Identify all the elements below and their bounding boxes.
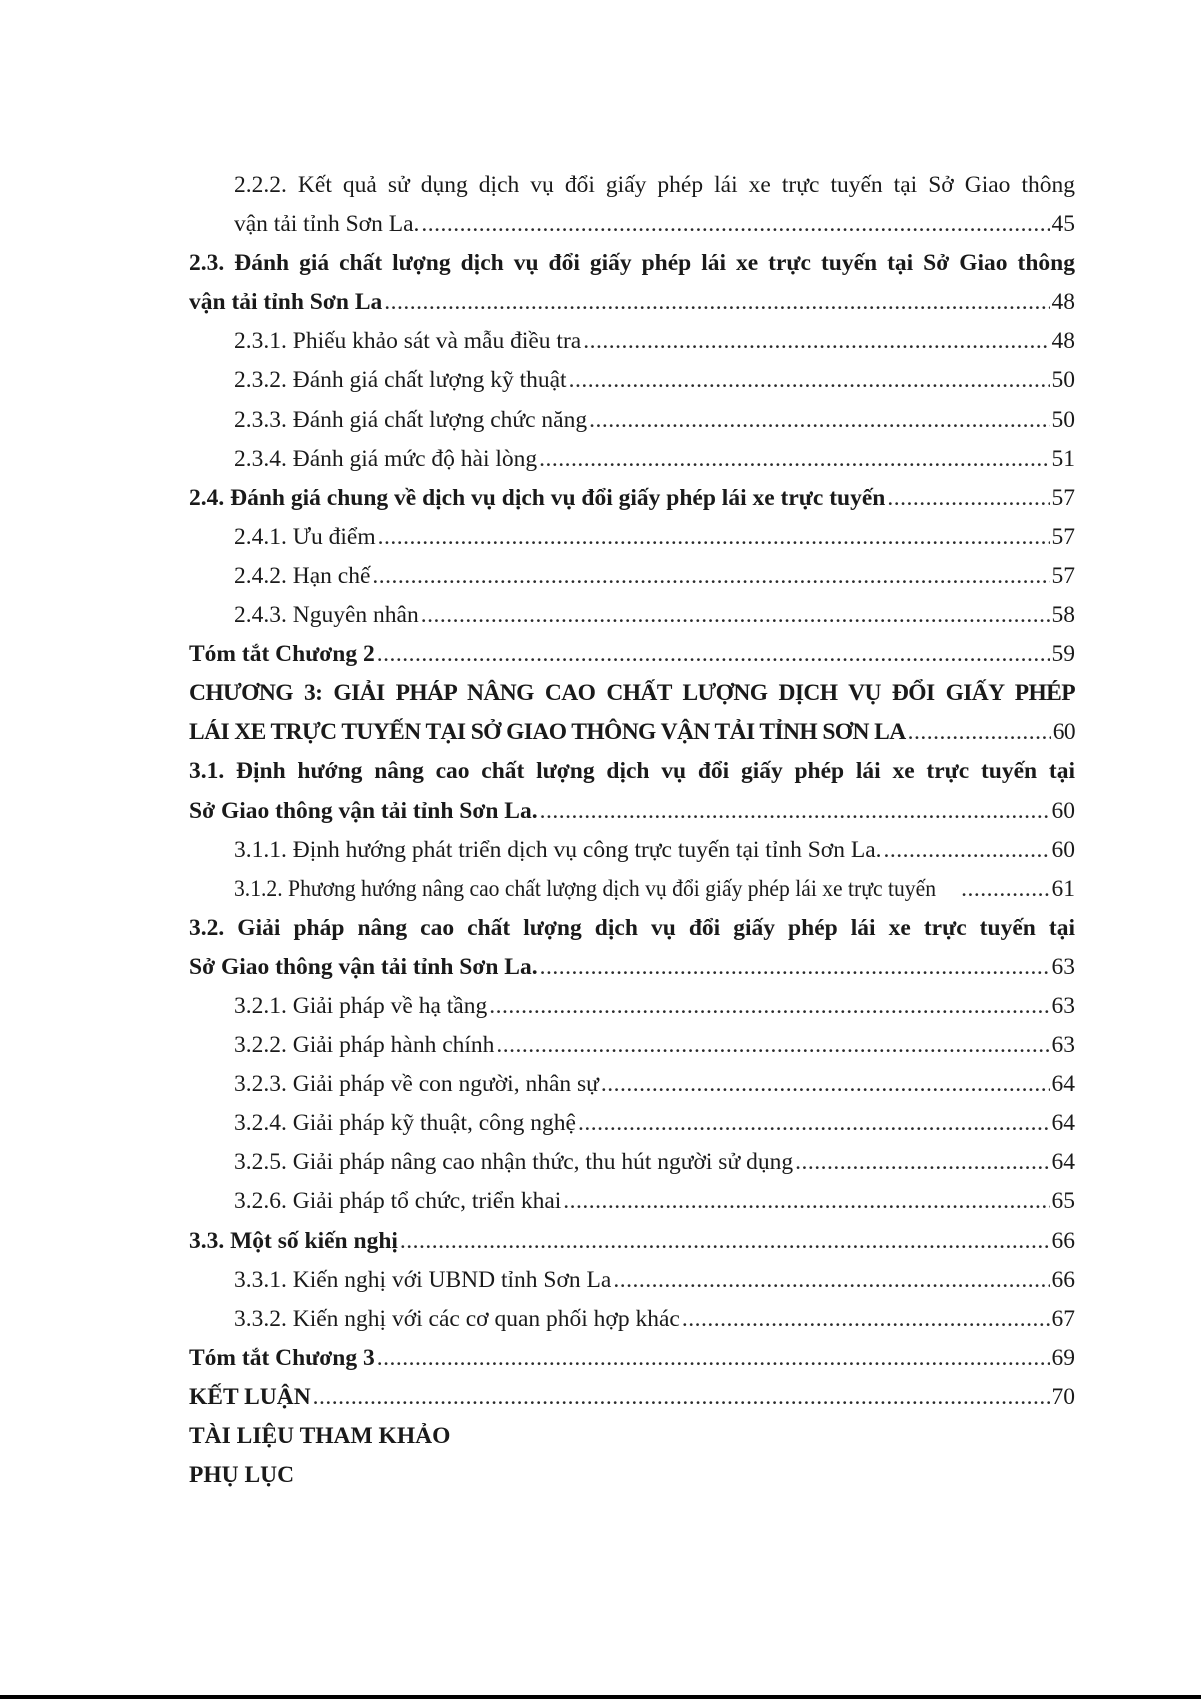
toc-entry-chapter-2-summary[interactable]: [189, 635, 1075, 674]
dot-leader: [908, 713, 1051, 752]
toc-entry-3-1-2[interactable]: [189, 870, 1075, 909]
dot-leader: [569, 361, 1050, 400]
dot-leader: [421, 205, 1049, 244]
toc-page-number: 51: [1051, 445, 1075, 472]
toc-entry-2-4-2[interactable]: [189, 557, 1075, 596]
toc-entry-chapter-3[interactable]: [189, 674, 1075, 752]
toc-page-number: 65: [1051, 1188, 1075, 1215]
dot-leader: [384, 283, 1049, 322]
toc-entry-title: 3.2.4. Giải pháp kỹ thuật, công nghệ: [234, 1110, 576, 1137]
toc-entry-3-1-1[interactable]: [189, 831, 1075, 870]
dot-leader: [372, 557, 1049, 596]
toc-entry-title: TÀI LIỆU THAM KHẢO: [189, 1423, 451, 1449]
toc-entry-title: 3.2.2. Giải pháp hành chính: [234, 1032, 495, 1059]
toc-page-number: 60: [1052, 719, 1075, 746]
toc-entry-3-2-6[interactable]: [189, 1182, 1075, 1221]
dot-leader: [313, 1378, 1050, 1417]
toc-entry-title: Tóm tắt Chương 3: [189, 1344, 375, 1371]
toc-entry-title: 3.2.1. Giải pháp về hạ tầng: [234, 992, 488, 1019]
toc-entry-title: 2.3.2. Đánh giá chất lượng kỹ thuật: [234, 367, 567, 394]
toc-entry-3-2-4[interactable]: [189, 1104, 1075, 1143]
toc-entry-title-line2: Sở Giao thông vận tải tỉnh Sơn La.: [189, 797, 538, 824]
toc-entry-title: Tóm tắt Chương 2: [189, 641, 375, 668]
toc-entry-2-3-4[interactable]: [189, 440, 1075, 479]
toc-entry-title: 2.3.4. Đánh giá mức độ hài lòng: [234, 445, 538, 472]
toc-entry-title: 2.3.1. Phiếu khảo sát và mẫu điều tra: [234, 328, 582, 355]
dot-leader: [583, 322, 1049, 361]
toc-entry-title: 3.1.1. Định hướng phát triển dịch vụ công trực tuyến tại tỉnh Sơn La.: [234, 836, 882, 863]
toc-page-number: 63: [1051, 1032, 1075, 1059]
toc-entry-title-line1: 2.2.2. Kết quả sử dụng dịch vụ đổi giấy phép lái xe trực tuyến tại Sở Giao thông: [234, 172, 1075, 198]
toc-entry-title-line1: 3.2. Giải pháp nâng cao chất lượng dịch vụ đổi giấy phép lái xe trực tuyến tại: [189, 914, 1075, 941]
toc-entry-title: 3.2.5. Giải pháp nâng cao nhận thức, thu hút người sử dụng: [234, 1149, 794, 1176]
toc-entry-2-4-1[interactable]: [189, 518, 1075, 557]
table-of-contents: [189, 166, 1075, 1495]
toc-page-number: 61: [1051, 875, 1075, 902]
dot-leader: [400, 1222, 1050, 1261]
toc-entry-3-3-1[interactable]: [189, 1261, 1075, 1300]
dot-leader: [496, 1026, 1049, 1065]
toc-entry-conclusion[interactable]: [189, 1378, 1075, 1417]
toc-entry-title: 2.4.2. Hạn chế: [234, 562, 371, 589]
page-bottom-border: [0, 1695, 1201, 1699]
toc-page-number: 69: [1051, 1344, 1075, 1371]
dot-leader: [884, 831, 1050, 870]
dot-leader: [489, 987, 1049, 1026]
dot-leader: [578, 1104, 1050, 1143]
dot-leader: [377, 635, 1050, 674]
toc-entry-title-line1: 2.3. Đánh giá chất lượng dịch vụ đổi giấy phép lái xe trực tuyến tại Sở Giao thông: [189, 250, 1075, 277]
toc-entry-2-4[interactable]: [189, 479, 1075, 518]
dot-leader: [961, 870, 1049, 909]
toc-entry-title-line2: vận tải tỉnh Sơn La: [189, 289, 383, 316]
toc-page-number: 57: [1051, 484, 1075, 511]
toc-entry-2-3-1[interactable]: [189, 322, 1075, 361]
dot-leader: [540, 948, 1050, 987]
toc-page-number: 64: [1051, 1149, 1075, 1176]
dot-leader: [539, 440, 1049, 479]
dot-leader: [378, 518, 1050, 557]
toc-page-number: 50: [1051, 367, 1075, 394]
toc-entry-title-line2: Sở Giao thông vận tải tỉnh Sơn La.: [189, 953, 538, 980]
toc-entry-3-3[interactable]: [189, 1222, 1075, 1261]
toc-entry-3-3-2[interactable]: [189, 1300, 1075, 1339]
toc-page-number: 58: [1051, 602, 1075, 629]
toc-entry-3-2-2[interactable]: [189, 1026, 1075, 1065]
dot-leader: [601, 1065, 1050, 1104]
toc-entry-title: 2.4. Đánh giá chung về dịch vụ dịch vụ đổi giấy phép lái xe trực tuyến: [189, 484, 886, 511]
dot-leader: [589, 401, 1049, 440]
toc-page-number: 48: [1051, 289, 1075, 316]
toc-page-number: 66: [1051, 1266, 1075, 1293]
toc-page-number: 63: [1051, 953, 1075, 980]
toc-entry-title-line1: 3.1. Định hướng nâng cao chất lượng dịch vụ đổi giấy phép lái xe trực tuyến tại: [189, 758, 1075, 785]
toc-page-number: 45: [1051, 211, 1075, 238]
toc-entry-title: 2.4.1. Ưu điểm: [234, 523, 376, 550]
toc-page-number: 57: [1051, 523, 1075, 550]
toc-entry-3-2-5[interactable]: [189, 1143, 1075, 1182]
toc-entry-title: 3.1.2. Phương hướng nâng cao chất lượng dịch vụ đổi giấy phép lái xe trực tuyến: [234, 875, 937, 902]
toc-entry-title-line2: LÁI XE TRỰC TUYẾN TẠI SỞ GIAO THÔNG VẬN TẢI TỈNH SƠN LA: [189, 719, 906, 746]
toc-entry-title-line2: vận tải tỉnh Sơn La.: [234, 211, 420, 238]
dot-leader: [887, 479, 1049, 518]
toc-entry-title: 3.2.6. Giải pháp tổ chức, triển khai: [234, 1188, 562, 1215]
toc-entry-title: 2.3.3. Đánh giá chất lượng chức năng: [234, 406, 588, 433]
toc-entry-2-4-3[interactable]: [189, 596, 1075, 635]
toc-page-number: 59: [1051, 641, 1075, 668]
toc-entry-references[interactable]: [189, 1417, 1075, 1456]
toc-page-number: 64: [1051, 1110, 1075, 1137]
toc-page-number: 60: [1051, 836, 1075, 863]
toc-entry-appendix[interactable]: [189, 1456, 1075, 1495]
toc-page-number: 63: [1051, 992, 1075, 1019]
dot-leader: [682, 1300, 1050, 1339]
toc-entry-3-2-1[interactable]: [189, 987, 1075, 1026]
toc-entry-title: 2.4.3. Nguyên nhân: [234, 602, 419, 629]
toc-entry-chapter-3-summary[interactable]: [189, 1339, 1075, 1378]
toc-page-number: 66: [1051, 1227, 1075, 1254]
toc-entry-title: 3.3.1. Kiến nghị với UBND tỉnh Sơn La: [234, 1266, 612, 1293]
toc-page-number: 57: [1051, 562, 1075, 589]
toc-page-number: 67: [1051, 1305, 1075, 1332]
dot-leader: [540, 792, 1050, 831]
toc-page-number: 48: [1051, 328, 1075, 355]
toc-entry-title: PHỤ LỤC: [189, 1462, 295, 1489]
toc-entry-3-2-3[interactable]: [189, 1065, 1075, 1104]
dot-leader: [377, 1339, 1050, 1378]
dot-leader: [563, 1182, 1049, 1221]
toc-page-number: 64: [1051, 1071, 1075, 1098]
toc-entry-2-3[interactable]: [189, 244, 1075, 322]
toc-entry-title: 3.3.2. Kiến nghị với các cơ quan phối hợp khác: [234, 1305, 680, 1332]
toc-page-number: 50: [1051, 406, 1075, 433]
toc-entry-2-3-3[interactable]: [189, 401, 1075, 440]
toc-page-number: 70: [1051, 1383, 1075, 1410]
dot-leader: [421, 596, 1050, 635]
toc-entry-title: 3.3. Một số kiến nghị: [189, 1227, 398, 1254]
toc-entry-2-2-2[interactable]: [189, 166, 1075, 244]
toc-entry-2-3-2[interactable]: [189, 361, 1075, 400]
toc-entry-3-2[interactable]: [189, 909, 1075, 987]
toc-entry-3-1[interactable]: [189, 752, 1075, 830]
dot-leader: [613, 1261, 1049, 1300]
toc-entry-title: KẾT LUẬN: [189, 1383, 311, 1410]
toc-entry-title-line1: CHƯƠNG 3: GIẢI PHÁP NÂNG CAO CHẤT LƯỢNG DỊCH VỤ ĐỔI GIẤY PHÉP: [189, 680, 1075, 707]
toc-entry-title: 3.2.3. Giải pháp về con người, nhân sự: [234, 1071, 599, 1098]
toc-page-number: 60: [1051, 797, 1075, 824]
dot-leader: [795, 1143, 1049, 1182]
